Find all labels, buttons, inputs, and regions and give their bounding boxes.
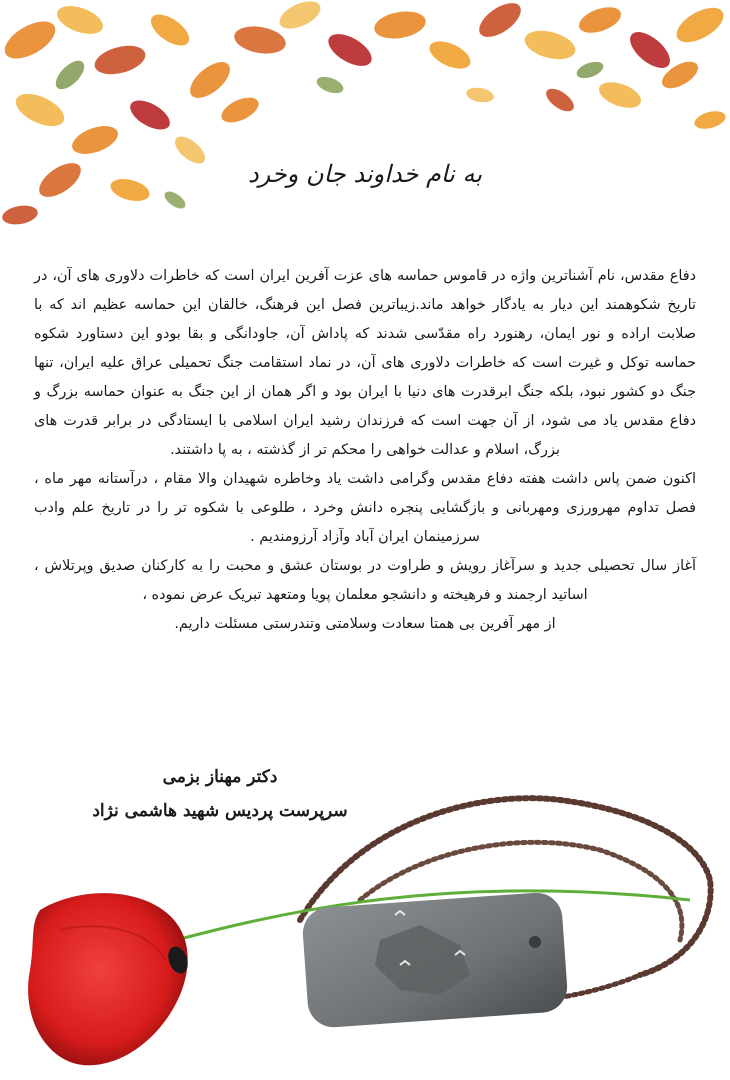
signatory-role: سرپرست پردیس شهید هاشمی نژاد xyxy=(92,801,348,821)
signatory-name: دکتر مهناز بزمی xyxy=(162,767,278,787)
letter-paragraph: آغاز سال تحصیلی جدید و سرآغاز رویش و طراوت در بوستان عشق و محبت را به کارکنان صدیق وپرتلاش ، اساتید ارجمند و فرهیخته و دانشجو معلمان پویا ومتعهد تبریک عرض نموده ، xyxy=(34,558,696,603)
letter-paragraph: از مهر آفرین بی همتا سعادت وسلامتی وتندرستی مسئلت داریم. xyxy=(174,616,556,632)
autumn-leaves-decoration xyxy=(0,0,730,250)
letter-paragraph: دفاع مقدس، نام آشناترین واژه در قاموس حماسه های عزت آفرین ایران است که خاطرات دلاوری های آن، در تاریخ شکوهمند این دیار به یادگار خواهد ماند.زیباترین فصل این فرهنگ، خالقان این حماسه عظیم اند که با صلابت اراده و نور ایمان، رهنورد راه مقدّسی شدند که پاداش آن، جاودانگی و بقا بودو این دستاورد شکوه حماسه توکل و غیرت است که خاطرات دلاوری های آن، در نماد استقامت جنگ تحمیلی عراق علیه ایران، تنها جنگ دو کشور نبود، بلکه جنگ ابرقدرت های دنیا با ایران بود و اگر همان از این جنگ به عنوان حماسه بزرگ و دفاع مقدس یاد می شود، از آن جهت است که فرزندان رشید ایران اسلامی با ایستادگی در برابر قدرت های بزرگ، اسلام و عدالت خواهی را محکم تر از گذشته ، به پا داشتند. xyxy=(34,268,696,458)
page-title: به نام خداوند جان وخرد xyxy=(247,160,482,188)
letter-body xyxy=(34,262,696,639)
poppy-dogtag-decoration xyxy=(0,790,730,1080)
letter-paragraph: اکنون ضمن پاس داشت هفته دفاع مقدس وگرامی داشت یاد وخاطره شهیدان والا مقام ، درآستانه مهر ماه ، فصل تداوم مهرورزی ومهربانی و بازگشایی پنجره دانش وخرد ، طلوعی با شکوه تر را در تاریخ علم وادب سرزمینمان ایران آباد وآزاد آرزومندیم . xyxy=(34,471,696,545)
